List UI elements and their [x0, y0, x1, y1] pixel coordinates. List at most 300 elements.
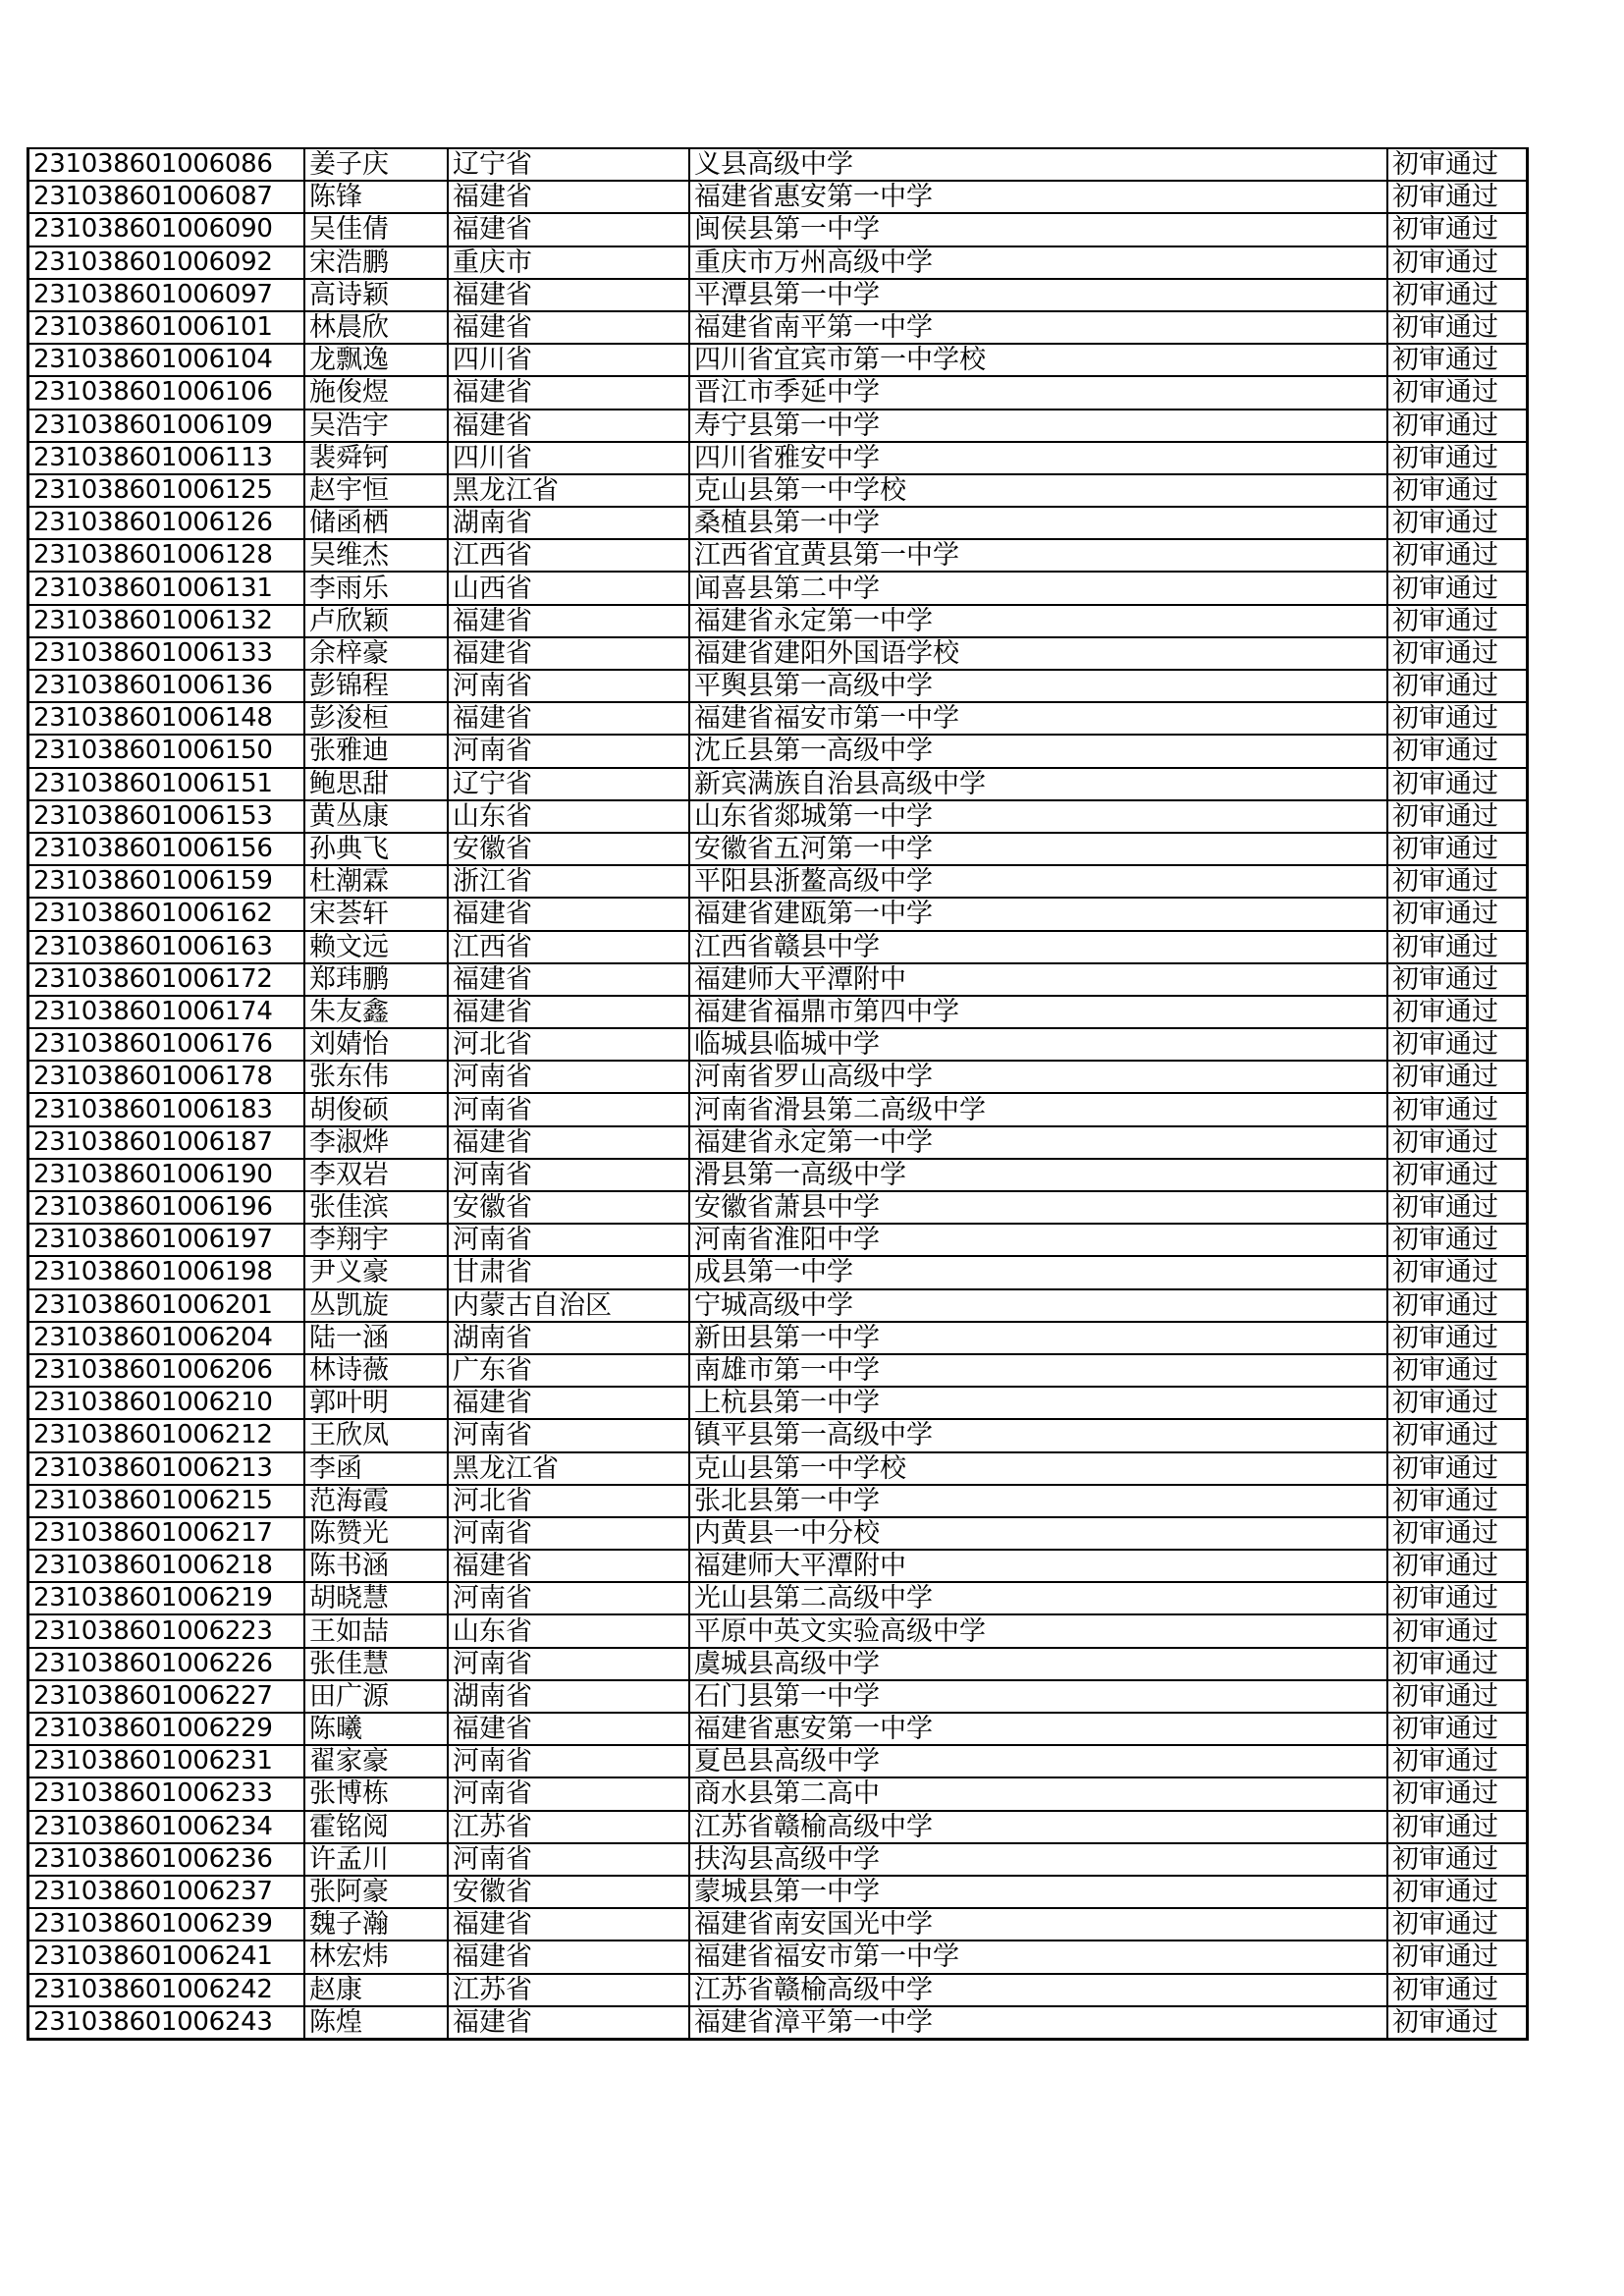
province-cell: 山东省 [448, 1614, 689, 1647]
applicant-id-cell: 231038601006092 [28, 246, 305, 279]
table-row [28, 442, 1528, 474]
province-cell: 河南省 [448, 1159, 689, 1191]
applicant-id-cell: 231038601006190 [28, 1159, 305, 1191]
school-cell: 江西省赣县中学 [689, 931, 1387, 963]
applicant-name-cell: 王如喆 [304, 1614, 448, 1647]
province-cell: 河南省 [448, 670, 689, 702]
school-cell: 克山县第一中学校 [689, 474, 1387, 507]
table-row [28, 898, 1528, 930]
applicant-id-cell: 231038601006101 [28, 311, 305, 344]
province-cell: 福建省 [448, 1941, 689, 1973]
applicant-id-cell: 231038601006226 [28, 1648, 305, 1680]
applicant-id-cell: 231038601006128 [28, 539, 305, 572]
province-cell: 河南省 [448, 1517, 689, 1550]
review-status-cell: 初审通过 [1387, 1256, 1528, 1288]
school-cell: 张北县第一中学 [689, 1485, 1387, 1517]
applicant-id-cell: 231038601006204 [28, 1322, 305, 1354]
applicant-name-cell: 张博栋 [304, 1777, 448, 1810]
review-status-cell: 初审通过 [1387, 1289, 1528, 1322]
table-row [28, 279, 1528, 311]
table-row [28, 1191, 1528, 1224]
applicant-id-cell: 231038601006196 [28, 1191, 305, 1224]
school-cell: 福建省福鼎市第四中学 [689, 996, 1387, 1028]
province-cell: 福建省 [448, 702, 689, 735]
school-cell: 临城县临城中学 [689, 1028, 1387, 1061]
applicant-id-cell: 231038601006197 [28, 1224, 305, 1256]
review-status-cell: 初审通过 [1387, 865, 1528, 898]
province-cell: 山东省 [448, 800, 689, 833]
review-status-cell: 初审通过 [1387, 1191, 1528, 1224]
applicant-name-cell: 郭叶明 [304, 1387, 448, 1419]
review-status-cell: 初审通过 [1387, 1876, 1528, 1908]
table-row [28, 1159, 1528, 1191]
applicant-name-cell: 高诗颖 [304, 279, 448, 311]
province-cell: 河南省 [448, 1093, 689, 1125]
applicant-id-cell: 231038601006172 [28, 963, 305, 996]
applicant-id-cell: 231038601006242 [28, 1974, 305, 2006]
province-cell: 广东省 [448, 1354, 689, 1387]
school-cell: 江苏省赣榆高级中学 [689, 1811, 1387, 1843]
province-cell: 湖南省 [448, 1322, 689, 1354]
table-row [28, 376, 1528, 409]
province-cell: 河南省 [448, 1648, 689, 1680]
applicant-id-cell: 231038601006219 [28, 1582, 305, 1614]
school-cell: 克山县第一中学校 [689, 1452, 1387, 1485]
school-cell: 扶沟县高级中学 [689, 1843, 1387, 1876]
applicant-name-cell: 杜潮霖 [304, 865, 448, 898]
school-cell: 安徽省萧县中学 [689, 1191, 1387, 1224]
school-cell: 福建省福安市第一中学 [689, 702, 1387, 735]
applicant-name-cell: 张佳滨 [304, 1191, 448, 1224]
school-cell: 江西省宜黄县第一中学 [689, 539, 1387, 572]
province-cell: 山西省 [448, 572, 689, 604]
review-status-cell: 初审通过 [1387, 1680, 1528, 1713]
applicant-name-cell: 赵宇恒 [304, 474, 448, 507]
applicant-name-cell: 吴佳倩 [304, 213, 448, 246]
applicant-id-cell: 231038601006237 [28, 1876, 305, 1908]
province-cell: 内蒙古自治区 [448, 1289, 689, 1322]
applicant-id-cell: 231038601006087 [28, 181, 305, 213]
review-status-cell: 初审通过 [1387, 1126, 1528, 1159]
applicant-id-cell: 231038601006212 [28, 1419, 305, 1451]
review-status-cell: 初审通过 [1387, 931, 1528, 963]
review-status-cell: 初审通过 [1387, 637, 1528, 670]
school-cell: 内黄县一中分校 [689, 1517, 1387, 1550]
applicant-id-cell: 231038601006153 [28, 800, 305, 833]
table-row [28, 996, 1528, 1028]
review-status-cell: 初审通过 [1387, 1811, 1528, 1843]
school-cell: 福建师大平潭附中 [689, 963, 1387, 996]
table-row [28, 311, 1528, 344]
review-status-cell: 初审通过 [1387, 1713, 1528, 1745]
review-status-cell: 初审通过 [1387, 1322, 1528, 1354]
school-cell: 福建师大平潭附中 [689, 1550, 1387, 1582]
applicant-id-cell: 231038601006113 [28, 442, 305, 474]
province-cell: 黑龙江省 [448, 1452, 689, 1485]
review-status-cell: 初审通过 [1387, 702, 1528, 735]
applicant-id-cell: 231038601006131 [28, 572, 305, 604]
table-row [28, 1582, 1528, 1614]
applicant-id-cell: 231038601006150 [28, 735, 305, 767]
applicant-name-cell: 范海霞 [304, 1485, 448, 1517]
review-status-cell: 初审通过 [1387, 735, 1528, 767]
table-row [28, 1876, 1528, 1908]
school-cell: 平原中英文实验高级中学 [689, 1614, 1387, 1647]
school-cell: 福建省永定第一中学 [689, 605, 1387, 637]
table-row [28, 1941, 1528, 1973]
applicant-id-cell: 231038601006234 [28, 1811, 305, 1843]
review-status-cell: 初审通过 [1387, 1777, 1528, 1810]
school-cell: 寿宁县第一中学 [689, 410, 1387, 442]
table-row [28, 1289, 1528, 1322]
school-cell: 河南省淮阳中学 [689, 1224, 1387, 1256]
applicant-id-cell: 231038601006233 [28, 1777, 305, 1810]
table-row [28, 2006, 1528, 2040]
applicant-name-cell: 陈煌 [304, 2006, 448, 2040]
school-cell: 四川省宜宾市第一中学校 [689, 344, 1387, 376]
school-cell: 成县第一中学 [689, 1256, 1387, 1288]
province-cell: 福建省 [448, 279, 689, 311]
school-cell: 闻喜县第二中学 [689, 572, 1387, 604]
school-cell: 福建省建阳外国语学校 [689, 637, 1387, 670]
review-status-cell: 初审通过 [1387, 1974, 1528, 2006]
review-status-cell: 初审通过 [1387, 1093, 1528, 1125]
applicant-id-cell: 231038601006213 [28, 1452, 305, 1485]
applicant-id-cell: 231038601006104 [28, 344, 305, 376]
table-row [28, 1256, 1528, 1288]
review-status-cell: 初审通过 [1387, 311, 1528, 344]
table-row [28, 1974, 1528, 2006]
province-cell: 福建省 [448, 963, 689, 996]
review-status-cell: 初审通过 [1387, 1745, 1528, 1777]
review-status-cell: 初审通过 [1387, 148, 1528, 181]
school-cell: 福建省永定第一中学 [689, 1126, 1387, 1159]
table-row [28, 931, 1528, 963]
applicant-id-cell: 231038601006090 [28, 213, 305, 246]
table-row [28, 1517, 1528, 1550]
school-cell: 福建省建瓯第一中学 [689, 898, 1387, 930]
table-row [28, 1224, 1528, 1256]
applicant-name-cell: 姜子庆 [304, 148, 448, 181]
applicant-name-cell: 宋荟轩 [304, 898, 448, 930]
province-cell: 河南省 [448, 1745, 689, 1777]
applicant-name-cell: 田广源 [304, 1680, 448, 1713]
table-row [28, 344, 1528, 376]
applicant-name-cell: 施俊煜 [304, 376, 448, 409]
applicant-id-cell: 231038601006086 [28, 148, 305, 181]
province-cell: 江苏省 [448, 1974, 689, 2006]
applicant-name-cell: 郑玮鹏 [304, 963, 448, 996]
applicant-name-cell: 储函栖 [304, 507, 448, 539]
review-status-cell: 初审通过 [1387, 898, 1528, 930]
review-status-cell: 初审通过 [1387, 1648, 1528, 1680]
applicant-name-cell: 胡俊硕 [304, 1093, 448, 1125]
applicant-id-cell: 231038601006215 [28, 1485, 305, 1517]
applicant-name-cell: 魏子瀚 [304, 1908, 448, 1941]
review-status-cell: 初审通过 [1387, 1354, 1528, 1387]
applicant-id-cell: 231038601006159 [28, 865, 305, 898]
review-status-cell: 初审通过 [1387, 1550, 1528, 1582]
review-status-cell: 初审通过 [1387, 1614, 1528, 1647]
school-cell: 夏邑县高级中学 [689, 1745, 1387, 1777]
applicant-name-cell: 李函 [304, 1452, 448, 1485]
table-row [28, 605, 1528, 637]
applicant-id-cell: 231038601006097 [28, 279, 305, 311]
province-cell: 甘肃省 [448, 1256, 689, 1288]
table-row [28, 1843, 1528, 1876]
table-row [28, 474, 1528, 507]
province-cell: 河南省 [448, 1224, 689, 1256]
applicant-id-cell: 231038601006217 [28, 1517, 305, 1550]
table-row [28, 148, 1528, 181]
applicant-name-cell: 林宏炜 [304, 1941, 448, 1973]
applicant-id-cell: 231038601006109 [28, 410, 305, 442]
school-cell: 石门县第一中学 [689, 1680, 1387, 1713]
review-status-cell: 初审通过 [1387, 1843, 1528, 1876]
table-row [28, 833, 1528, 865]
applicant-id-cell: 231038601006125 [28, 474, 305, 507]
applicant-id-cell: 231038601006133 [28, 637, 305, 670]
province-cell: 黑龙江省 [448, 474, 689, 507]
province-cell: 福建省 [448, 1550, 689, 1582]
applicant-id-cell: 231038601006227 [28, 1680, 305, 1713]
applicant-name-cell: 孙典飞 [304, 833, 448, 865]
school-cell: 光山县第二高级中学 [689, 1582, 1387, 1614]
review-status-cell: 初审通过 [1387, 768, 1528, 800]
applicant-name-cell: 吴浩宇 [304, 410, 448, 442]
review-status-cell: 初审通过 [1387, 539, 1528, 572]
table-row [28, 800, 1528, 833]
school-cell: 福建省福安市第一中学 [689, 1941, 1387, 1973]
applicant-name-cell: 李翔宇 [304, 1224, 448, 1256]
table-row [28, 1648, 1528, 1680]
applicant-id-cell: 231038601006229 [28, 1713, 305, 1745]
applicant-id-cell: 231038601006151 [28, 768, 305, 800]
school-cell: 滑县第一高级中学 [689, 1159, 1387, 1191]
school-cell: 山东省郯城第一中学 [689, 800, 1387, 833]
review-status-cell: 初审通过 [1387, 1419, 1528, 1451]
applicant-name-cell: 陈锋 [304, 181, 448, 213]
applicant-id-cell: 231038601006241 [28, 1941, 305, 1973]
review-status-cell: 初审通过 [1387, 344, 1528, 376]
province-cell: 福建省 [448, 181, 689, 213]
review-status-cell: 初审通过 [1387, 2006, 1528, 2040]
school-cell: 沈丘县第一高级中学 [689, 735, 1387, 767]
applicant-name-cell: 胡晓慧 [304, 1582, 448, 1614]
review-status-cell: 初审通过 [1387, 442, 1528, 474]
applicant-name-cell: 霍铭阅 [304, 1811, 448, 1843]
review-status-cell: 初审通过 [1387, 605, 1528, 637]
applicant-name-cell: 张佳慧 [304, 1648, 448, 1680]
applicant-id-cell: 231038601006126 [28, 507, 305, 539]
school-cell: 晋江市季延中学 [689, 376, 1387, 409]
school-cell: 福建省惠安第一中学 [689, 1713, 1387, 1745]
table-row [28, 1550, 1528, 1582]
province-cell: 福建省 [448, 637, 689, 670]
school-cell: 江苏省赣榆高级中学 [689, 1974, 1387, 2006]
table-row [28, 1093, 1528, 1125]
applicant-id-cell: 231038601006243 [28, 2006, 305, 2040]
province-cell: 四川省 [448, 344, 689, 376]
review-status-cell: 初审通过 [1387, 376, 1528, 409]
applicant-name-cell: 林晨欣 [304, 311, 448, 344]
review-status-cell: 初审通过 [1387, 1224, 1528, 1256]
school-cell: 南雄市第一中学 [689, 1354, 1387, 1387]
review-status-cell: 初审通过 [1387, 246, 1528, 279]
applicant-name-cell: 陈赞光 [304, 1517, 448, 1550]
school-cell: 蒙城县第一中学 [689, 1876, 1387, 1908]
province-cell: 江苏省 [448, 1811, 689, 1843]
table-row [28, 1713, 1528, 1745]
review-status-cell: 初审通过 [1387, 213, 1528, 246]
table-row [28, 246, 1528, 279]
review-status-cell: 初审通过 [1387, 1061, 1528, 1093]
review-status-cell: 初审通过 [1387, 1582, 1528, 1614]
applicant-name-cell: 陆一涵 [304, 1322, 448, 1354]
school-cell: 平潭县第一中学 [689, 279, 1387, 311]
province-cell: 福建省 [448, 376, 689, 409]
table-row [28, 1387, 1528, 1419]
school-cell: 商水县第二高中 [689, 1777, 1387, 1810]
school-cell: 闽侯县第一中学 [689, 213, 1387, 246]
province-cell: 福建省 [448, 2006, 689, 2040]
province-cell: 四川省 [448, 442, 689, 474]
table-row [28, 865, 1528, 898]
school-cell: 安徽省五河第一中学 [689, 833, 1387, 865]
province-cell: 福建省 [448, 996, 689, 1028]
province-cell: 安徽省 [448, 1191, 689, 1224]
province-cell: 河南省 [448, 1843, 689, 1876]
review-status-cell: 初审通过 [1387, 996, 1528, 1028]
table-row [28, 1028, 1528, 1061]
table-row [28, 1419, 1528, 1451]
applicant-id-cell: 231038601006206 [28, 1354, 305, 1387]
applicant-id-cell: 231038601006162 [28, 898, 305, 930]
applicant-name-cell: 陈曦 [304, 1713, 448, 1745]
province-cell: 福建省 [448, 1126, 689, 1159]
applicant-id-cell: 231038601006183 [28, 1093, 305, 1125]
table-row [28, 539, 1528, 572]
applicant-name-cell: 朱友鑫 [304, 996, 448, 1028]
school-cell: 镇平县第一高级中学 [689, 1419, 1387, 1451]
review-status-cell: 初审通过 [1387, 1452, 1528, 1485]
applicant-name-cell: 许孟川 [304, 1843, 448, 1876]
applicant-id-cell: 231038601006163 [28, 931, 305, 963]
table-row [28, 1745, 1528, 1777]
applicant-id-cell: 231038601006178 [28, 1061, 305, 1093]
applicant-name-cell: 张东伟 [304, 1061, 448, 1093]
review-status-cell: 初审通过 [1387, 833, 1528, 865]
review-status-cell: 初审通过 [1387, 1159, 1528, 1191]
school-cell: 四川省雅安中学 [689, 442, 1387, 474]
province-cell: 江西省 [448, 539, 689, 572]
applicant-name-cell: 宋浩鹏 [304, 246, 448, 279]
province-cell: 河南省 [448, 735, 689, 767]
review-status-cell: 初审通过 [1387, 1517, 1528, 1550]
applicant-id-cell: 231038601006148 [28, 702, 305, 735]
province-cell: 浙江省 [448, 865, 689, 898]
school-cell: 平阳县浙鳌高级中学 [689, 865, 1387, 898]
applicant-name-cell: 张阿豪 [304, 1876, 448, 1908]
table-row [28, 1680, 1528, 1713]
table-row [28, 1777, 1528, 1810]
applicant-id-cell: 231038601006156 [28, 833, 305, 865]
province-cell: 湖南省 [448, 1680, 689, 1713]
review-status-cell: 初审通过 [1387, 800, 1528, 833]
review-status-cell: 初审通过 [1387, 1028, 1528, 1061]
school-cell: 福建省惠安第一中学 [689, 181, 1387, 213]
table-row [28, 670, 1528, 702]
school-cell: 福建省漳平第一中学 [689, 2006, 1387, 2040]
province-cell: 福建省 [448, 605, 689, 637]
province-cell: 辽宁省 [448, 148, 689, 181]
school-cell: 桑植县第一中学 [689, 507, 1387, 539]
table-row [28, 735, 1528, 767]
province-cell: 福建省 [448, 898, 689, 930]
province-cell: 河南省 [448, 1419, 689, 1451]
applicant-name-cell: 翟家豪 [304, 1745, 448, 1777]
school-cell: 义县高级中学 [689, 148, 1387, 181]
table-row [28, 507, 1528, 539]
school-cell: 河南省罗山高级中学 [689, 1061, 1387, 1093]
applicant-name-cell: 余梓豪 [304, 637, 448, 670]
applicant-name-cell: 赖文远 [304, 931, 448, 963]
table-row [28, 1452, 1528, 1485]
table-row [28, 768, 1528, 800]
province-cell: 江西省 [448, 931, 689, 963]
province-cell: 福建省 [448, 311, 689, 344]
applicant-name-cell: 赵康 [304, 1974, 448, 2006]
applicant-name-cell: 彭锦程 [304, 670, 448, 702]
applicant-name-cell: 卢欣颖 [304, 605, 448, 637]
applicant-id-cell: 231038601006136 [28, 670, 305, 702]
table-row [28, 1126, 1528, 1159]
table-row [28, 181, 1528, 213]
applicant-name-cell: 裴舜钶 [304, 442, 448, 474]
review-status-cell: 初审通过 [1387, 181, 1528, 213]
review-status-cell: 初审通过 [1387, 572, 1528, 604]
applicant-id-cell: 231038601006198 [28, 1256, 305, 1288]
review-status-cell: 初审通过 [1387, 279, 1528, 311]
province-cell: 辽宁省 [448, 768, 689, 800]
applicant-name-cell: 尹义豪 [304, 1256, 448, 1288]
school-cell: 新田县第一中学 [689, 1322, 1387, 1354]
applicant-name-cell: 刘婧怡 [304, 1028, 448, 1061]
review-status-cell: 初审通过 [1387, 410, 1528, 442]
province-cell: 福建省 [448, 410, 689, 442]
applicant-name-cell: 王欣凤 [304, 1419, 448, 1451]
applicant-name-cell: 丛凯旋 [304, 1289, 448, 1322]
review-status-cell: 初审通过 [1387, 1941, 1528, 1973]
school-cell: 福建省南安国光中学 [689, 1908, 1387, 1941]
province-cell: 河北省 [448, 1028, 689, 1061]
table-row [28, 637, 1528, 670]
province-cell: 安徽省 [448, 833, 689, 865]
school-cell: 平舆县第一高级中学 [689, 670, 1387, 702]
school-cell: 上杭县第一中学 [689, 1387, 1387, 1419]
applicant-name-cell: 黄丛康 [304, 800, 448, 833]
review-status-cell: 初审通过 [1387, 1387, 1528, 1419]
province-cell: 河北省 [448, 1485, 689, 1517]
applicant-id-cell: 231038601006210 [28, 1387, 305, 1419]
review-status-cell: 初审通过 [1387, 1485, 1528, 1517]
province-cell: 河南省 [448, 1582, 689, 1614]
province-cell: 河南省 [448, 1061, 689, 1093]
school-cell: 虞城县高级中学 [689, 1648, 1387, 1680]
province-cell: 福建省 [448, 1713, 689, 1745]
table-row [28, 1322, 1528, 1354]
review-status-cell: 初审通过 [1387, 507, 1528, 539]
